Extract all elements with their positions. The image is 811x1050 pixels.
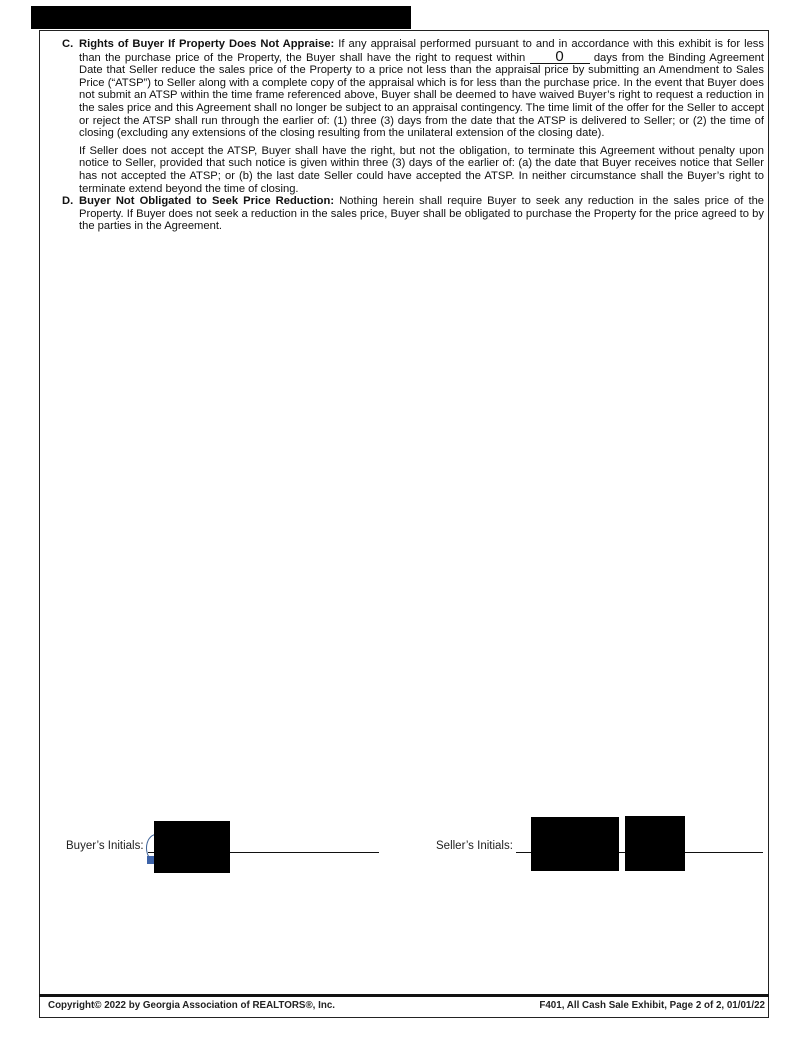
buyer-initials-tag bbox=[147, 856, 154, 864]
footer-rule bbox=[39, 994, 769, 997]
footer-form-id: F401, All Cash Sale Exhibit, Page 2 of 2, 01/01/22 bbox=[539, 1000, 765, 1011]
section-d-letter: D. bbox=[62, 195, 74, 208]
buyer-initials-redaction bbox=[154, 821, 230, 873]
seller-initials-label: Seller’s Initials: bbox=[436, 840, 513, 852]
section-c-text-after: days from the Binding Agreement Date that Seller reduce the sales price of the Property to a price not less than the appraisal price by submitting an Amendment to Sales Price (“ATSP”) to Seller along with a complete copy of the appraisal which is for less than the purchase price. In the event that Buyer does not submit an ATSP within the time frame referenced above, Buyer shall be deemed to have waived Buyer’s right to request a reduction in the sales price and this Agreement shall no longer be subject to an appraisal contingency. The time limit of the offer for the Seller to accept or reject the ATSP shall run through the earlier of: (1) three (3) days from the date that the ATSP is delivered to Seller; or (2) the time of closing (excluding any extensions of the closing resulting from the unilateral extension of the closing date). bbox=[79, 51, 765, 140]
document-body bbox=[62, 38, 764, 233]
footer-copyright: Copyright© 2022 by Georgia Association of REALTORS®, Inc. bbox=[48, 1000, 335, 1011]
seller-initials-redaction-1 bbox=[531, 817, 619, 871]
header-redaction bbox=[31, 6, 411, 29]
buyer-initials-label: Buyer’s Initials: bbox=[66, 840, 144, 852]
section-c-letter: C. bbox=[62, 38, 74, 50]
section-d-heading: Buyer Not Obligated to Seek Price Reduction: bbox=[79, 195, 335, 208]
section-c-text-before: If any appraisal performed pursuant to and in accordance with this exhibit is for less than the purchase price of the Property, the Buyer shall have the right to request within bbox=[79, 38, 764, 64]
section-c-heading: Rights of Buyer If Property Does Not Appraise: bbox=[79, 38, 335, 50]
section-d-text: Nothing herein shall require Buyer to seek any reduction in the sales price of the Property. If Buyer does not seek a reduction in the sales price, Buyer shall be obligated to purchase the Property for the price agreed to by the parties in the Agreement. bbox=[79, 195, 765, 233]
days-field[interactable]: 0 bbox=[530, 51, 590, 64]
section-c bbox=[62, 38, 764, 140]
section-c-paragraph-2: If Seller does not accept the ATSP, Buyer shall have the right, but not the obligation, to terminate this Agreement without penalty upon notice to Seller, provided that such notice is given within three (3) days of the earlier of: (a) the date that Buyer receives notice that Seller has not accepted the ATSP; or (b) the last date Seller could have accepted the ATSP. In neither circumstance shall the Buyer’s right to terminate extend beyond the time of closing. bbox=[79, 144, 764, 195]
section-d bbox=[62, 195, 764, 233]
seller-initials-redaction-2 bbox=[625, 816, 685, 871]
